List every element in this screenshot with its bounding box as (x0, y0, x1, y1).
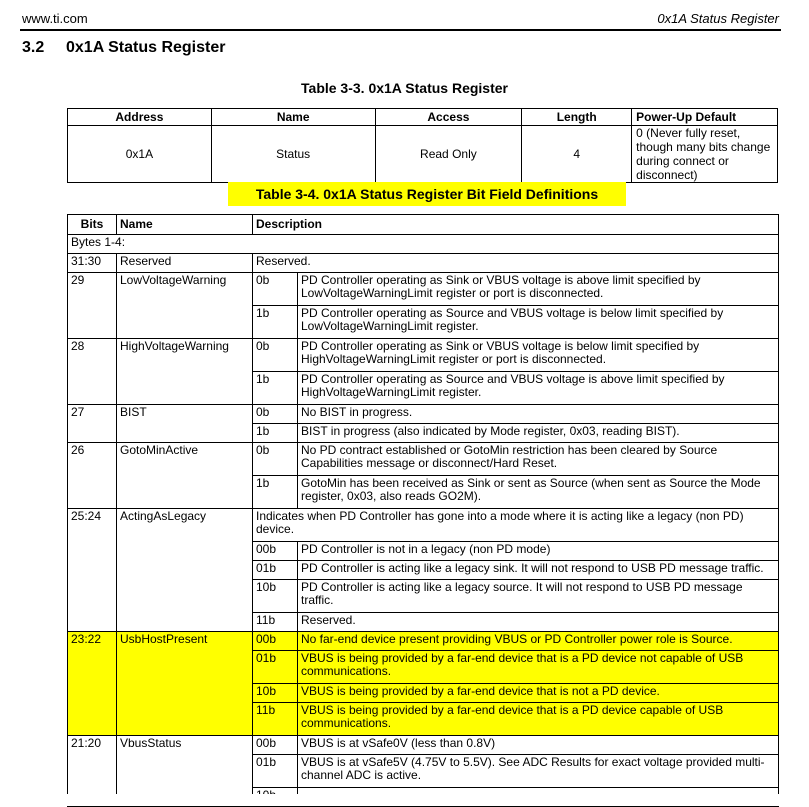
value-code: 01b (253, 561, 298, 580)
value-description: GotoMin has been received as Sink or sent as Source (when sent as Source the Mode register, 0x03, also reads GO2M). (298, 476, 779, 509)
table-row (68, 254, 779, 273)
value-description: No BIST in progress. (298, 405, 779, 424)
value-description: No PD contract established or GotoMin restriction has been cleared by Source Capabilities message or disconnect/Hard Reset. (298, 443, 779, 476)
value-code: 0b (253, 339, 298, 372)
field-name: LowVoltageWarning (117, 273, 253, 339)
value-description: VBUS is being provided by a far-end device that is a PD device not capable of USB communications. (298, 651, 779, 684)
field-name: BIST (117, 405, 253, 443)
site-url[interactable]: www.ti.com (22, 11, 88, 26)
value-description: VBUS is at vSafe5V (4.75V to 5.5V). See ADC Results for exact voltage provided multi-channel ADC is active. (298, 755, 779, 788)
value-code: 10b (253, 684, 298, 703)
field-bits: 31:30 (68, 254, 117, 273)
col-length: Length (522, 109, 632, 126)
value-code: 0b (253, 443, 298, 476)
bytes-label: Bytes 1-4: (68, 235, 779, 254)
section-heading (22, 39, 225, 57)
table-row (68, 126, 778, 183)
bit-field-table (67, 214, 779, 807)
value-code: 1b (253, 424, 298, 443)
table-row (68, 443, 779, 476)
value-code: 00b (253, 632, 298, 651)
table-row (68, 509, 779, 542)
table-row (68, 405, 779, 424)
value-code: 0b (253, 405, 298, 424)
running-header-title: 0x1A Status Register (657, 11, 779, 26)
field-name: UsbHostPresent (117, 632, 253, 736)
value-description: VBUS is being provided by a far-end device that is a PD device capable of USB communications. (298, 703, 779, 736)
value-code: 1b (253, 306, 298, 339)
value-code: 1b (253, 476, 298, 509)
value-description: VBUS is at vSafe0V (less than 0.8V) (298, 736, 779, 755)
col-name: Name (211, 109, 375, 126)
field-bits: 27 (68, 405, 117, 443)
field-description: Reserved. (253, 254, 779, 273)
value-description: PD Controller operating as Source and VBUS voltage is above limit specified by HighVoltageWarningLimit register. (298, 372, 779, 405)
value-description: PD Controller is acting like a legacy source. It will not respond to USB PD message traffic. (298, 580, 779, 613)
col-bits: Bits (68, 215, 117, 235)
value-code: 0b (253, 273, 298, 306)
field-name: ActingAsLegacy (117, 509, 253, 632)
table1-caption: Table 3-3. 0x1A Status Register (301, 80, 508, 96)
value-description: Reserved. (298, 613, 779, 632)
field-bits: 26 (68, 443, 117, 509)
value-code: 01b (253, 651, 298, 684)
value-code: 01b (253, 755, 298, 788)
value-code: 00b (253, 736, 298, 755)
value-description: PD Controller operating as Sink or VBUS voltage is below limit specified by HighVoltageWarningLimit register or port is disconnected. (298, 339, 779, 372)
cell-length: 4 (522, 126, 632, 183)
value-code: 1b (253, 372, 298, 405)
value-code: 11b (253, 613, 298, 632)
table-row (68, 273, 779, 306)
table-row (68, 632, 779, 651)
value-code: 11b (253, 703, 298, 736)
col-address: Address (68, 109, 212, 126)
page-cutoff (0, 794, 809, 806)
value-description: VBUS is being provided by a far-end device that is not a PD device. (298, 684, 779, 703)
cell-access: Read Only (375, 126, 522, 183)
field-description: Indicates when PD Controller has gone into a mode where it is acting like a legacy (non PD) device. (253, 509, 779, 542)
cell-power-up-default: 0 (Never fully reset, though many bits change during connect or disconnect) (632, 126, 778, 183)
value-description: PD Controller operating as Sink or VBUS voltage is above limit specified by LowVoltageWarningLimit register or port is disconnected. (298, 273, 779, 306)
field-bits: 29 (68, 273, 117, 339)
value-description: PD Controller operating as Source and VBUS voltage is below limit specified by LowVoltageWarningLimit register. (298, 306, 779, 339)
section-number: 3.2 (22, 39, 45, 56)
value-description: PD Controller is not in a legacy (non PD mode) (298, 542, 779, 561)
field-name: VbusStatus (117, 736, 253, 807)
col-description: Description (253, 215, 779, 235)
col-field-name: Name (117, 215, 253, 235)
value-code: 00b (253, 542, 298, 561)
table1-header-row (68, 109, 778, 126)
value-description: BIST in progress (also indicated by Mode register, 0x03, reading BIST). (298, 424, 779, 443)
register-summary-table (67, 108, 778, 183)
col-access: Access (375, 109, 522, 126)
field-bits: 25:24 (68, 509, 117, 632)
cell-name: Status (211, 126, 375, 183)
cell-address: 0x1A (68, 126, 212, 183)
field-name: HighVoltageWarning (117, 339, 253, 405)
value-description: No far-end device present providing VBUS or PD Controller power role is Source. (298, 632, 779, 651)
col-power-up-default: Power-Up Default (632, 109, 778, 126)
field-bits: 23:22 (68, 632, 117, 736)
field-name: Reserved (117, 254, 253, 273)
value-description: PD Controller is acting like a legacy sink. It will not respond to USB PD message traffic. (298, 561, 779, 580)
table-row (68, 339, 779, 372)
table2-header-row (68, 215, 779, 235)
bytes-row (68, 235, 779, 254)
table-row (68, 736, 779, 755)
field-bits: 21:20 (68, 736, 117, 807)
field-name: GotoMinActive (117, 443, 253, 509)
section-title: 0x1A Status Register (66, 39, 226, 56)
header-rule (20, 29, 781, 31)
field-bits: 28 (68, 339, 117, 405)
table2-caption: Table 3-4. 0x1A Status Register Bit Field Definitions (228, 182, 626, 206)
value-code: 10b (253, 580, 298, 613)
